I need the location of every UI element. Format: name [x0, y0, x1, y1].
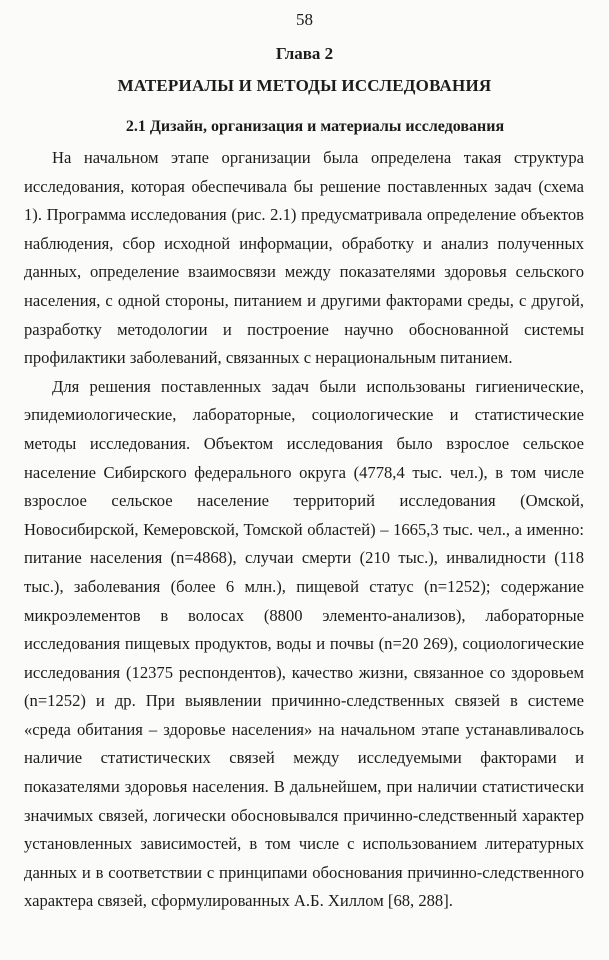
chapter-label: Глава 2: [275, 44, 334, 63]
body-text: [24, 144, 584, 916]
paragraph: На начальном этапе организации была определена такая структура исследования, которая обеспечивала бы решение поставленных задач (схема 1). Программа исследования (рис. 2.1) предусматривала определение объектов наблюдения, сбор исходной информации, обработку и анализ полученных данных, определение взаимосвязи между показателями здоровья сельского населения, с одной стороны, питанием и другими факторами среды, с другой, разработку методологии и построение научно обоснованной системы профилактики заболеваний, связанных с нерациональным питанием.: [24, 148, 584, 368]
chapter-title: МАТЕРИАЛЫ И МЕТОДЫ ИССЛЕДОВАНИЯ: [117, 76, 492, 95]
paragraph: Для решения поставленных задач были использованы гигиенические, эпидемиологические, лабораторные, социологические и статистические методы исследования. Объектом исследования было взрослое сельское население Сибирского федерального округа (4778,4 тыс. чел.), в том числе взрослое сельское население территорий исследования (Омской, Новосибирской, Кемеровской, Томской областей) – 1665,3 тыс. чел., а именно: питание населения (n=4868), случаи смерти (210 тыс.), инвалидности (118 тыс.), заболевания (более 6 млн.), пищевой статус (n=1252); содержание микроэлементов в волосах (8800 элементо-анализов), лабораторные исследования пищевых продуктов, воды и почвы (n=20 269), социологические исследования (12375 респондентов), качество жизни, связанное со здоровьем (n=1252) и др. При выявлении причинно-следственных связей в системе «среда обитания – здоровье населения» на начальном этапе устанавливалось наличие статистических связей между исследуемыми факторами и показателями здоровья населения. В дальнейшем, при наличии статистически значимых связей, логически обосновывался причинно-следственный характер установленных зависимостей, в том числе с использованием литературных данных и в соответствии с принципами обоснования причинно-следственного характера связей, сформулированных А.Б. Хиллом [68, 288].: [24, 376, 584, 911]
page-number: 58: [296, 10, 313, 29]
section-title: 2.1 Дизайн, организация и материалы исследования: [125, 118, 505, 135]
